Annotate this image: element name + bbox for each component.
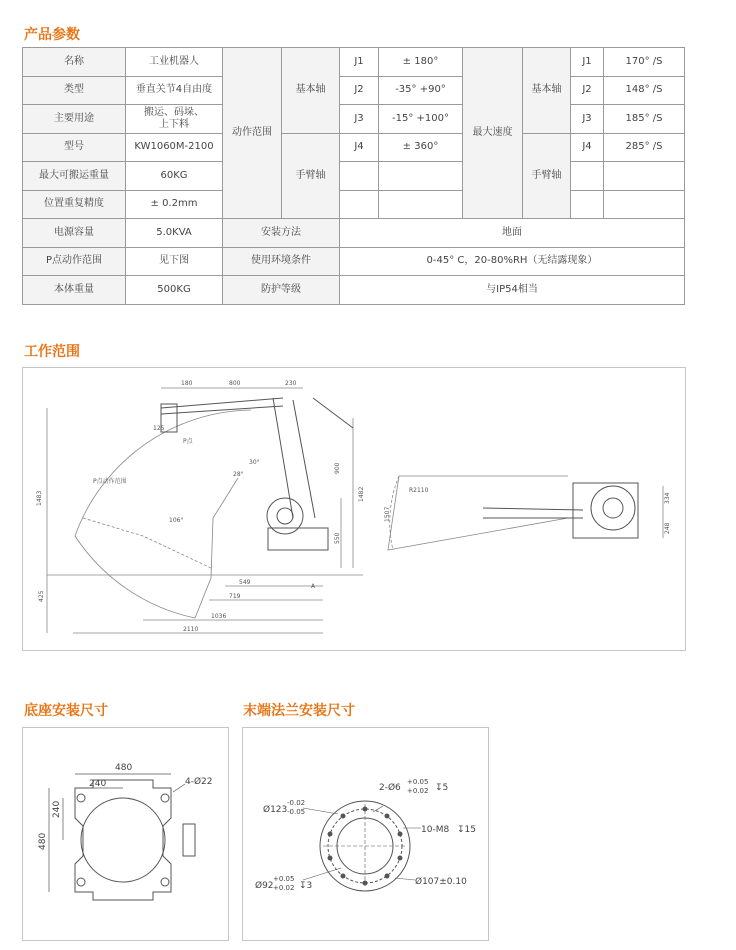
spec-table xyxy=(22,47,685,305)
speed-axis: J4 xyxy=(571,133,604,162)
top-base xyxy=(591,486,635,530)
repeat-value: ± 0.2mm xyxy=(126,190,223,219)
d123-label: Ø123 xyxy=(263,805,288,815)
motion-value: -35° +90° xyxy=(379,76,463,105)
dim-label: 30° xyxy=(249,459,260,466)
prange-label: P点动作范围 xyxy=(23,247,126,276)
flange-hole xyxy=(341,814,346,819)
flange-hole xyxy=(363,881,368,886)
screw-label: 10-M8 xyxy=(421,825,450,835)
env-label: 使用环境条件 xyxy=(223,247,340,276)
base-hole xyxy=(161,878,169,886)
leader-line xyxy=(395,878,415,880)
base-hole xyxy=(161,794,169,802)
speed-label: 最大速度 xyxy=(463,48,523,219)
motion-value: -15° +100° xyxy=(379,105,463,134)
base-title: 底座安装尺寸 xyxy=(24,703,108,719)
base-hole xyxy=(77,878,85,886)
payload-label: 最大可搬运重量 xyxy=(23,162,126,191)
weight-label: 本体重量 xyxy=(23,276,126,305)
robot-base xyxy=(268,528,328,550)
speed-axis: J2 xyxy=(571,76,604,105)
dim-label: 248 xyxy=(664,522,671,534)
dim-label: 180 xyxy=(181,380,193,387)
empty-cell xyxy=(571,190,604,219)
workrange-title: 工作范围 xyxy=(24,344,80,360)
protect-value: 与IP54相当 xyxy=(340,276,685,305)
base-center-circle xyxy=(81,798,165,882)
flange-hole xyxy=(328,856,333,861)
side-envelope-inner xyxy=(83,518,211,568)
d123-tol-dn: -0.05 xyxy=(287,808,306,816)
speed-wrist-axis: 手臂轴 xyxy=(523,133,571,219)
d92-depth: ↧3 xyxy=(299,881,313,891)
pcd-label: Ø107±0.10 xyxy=(415,877,467,887)
use-line2: 上下料 xyxy=(159,118,189,130)
motion-axis: J3 xyxy=(340,105,379,134)
model-value: KW1060M-2100 xyxy=(126,133,223,162)
side-envelope xyxy=(75,410,251,618)
env-value: 0-45° C，20-80%RH（无结露现象） xyxy=(340,247,685,276)
d92-tol-dn: +0.02 xyxy=(273,884,295,892)
speed-basic-axis: 基本轴 xyxy=(523,48,571,134)
joint-base xyxy=(267,498,303,534)
dim-label: 2110 xyxy=(183,626,199,633)
dim-label: 425 xyxy=(38,590,45,602)
screw-depth: ↧15 xyxy=(457,825,476,835)
speed-value: 148° /S xyxy=(604,76,685,105)
p-point-label: P点 xyxy=(183,438,193,445)
dim-label: 900 xyxy=(334,462,341,474)
arm-upper xyxy=(161,398,283,408)
d92-tol-up: +0.05 xyxy=(273,875,295,883)
params-title: 产品参数 xyxy=(24,27,80,43)
motion-basic-axis: 基本轴 xyxy=(282,48,340,134)
leader-line xyxy=(173,784,185,792)
dim-label: 549 xyxy=(239,579,251,586)
base-hole xyxy=(77,794,85,802)
workrange-drawing xyxy=(23,368,685,650)
payload-value: 60KG xyxy=(126,162,223,191)
empty-cell xyxy=(379,190,463,219)
flange-hole xyxy=(363,807,368,812)
base-connector xyxy=(183,824,195,856)
empty-cell xyxy=(340,190,379,219)
motion-axis: J1 xyxy=(340,48,379,77)
flange-hole xyxy=(398,856,403,861)
flange-title: 末端法兰安装尺寸 xyxy=(243,703,355,719)
speed-value: 170° /S xyxy=(604,48,685,77)
motion-label: 动作范围 xyxy=(223,48,282,219)
workrange-panel xyxy=(22,367,686,651)
flange-drawing xyxy=(243,728,488,940)
name-label: 名称 xyxy=(23,48,126,77)
pin-depth: ↧5 xyxy=(435,783,449,793)
protect-label: 防护等级 xyxy=(223,276,340,305)
dim-240-h: 240 xyxy=(89,779,107,789)
type-value: 垂直关节4自由度 xyxy=(126,76,223,105)
speed-value: 185° /S xyxy=(604,105,685,134)
power-value: 5.0KVA xyxy=(126,219,223,248)
arm-lower xyxy=(293,400,315,518)
use-value xyxy=(126,105,223,134)
motion-axis: J4 xyxy=(340,133,379,162)
dim-label: 1483 xyxy=(36,490,43,506)
motion-wrist-axis: 手臂轴 xyxy=(282,133,340,219)
name-value: 工业机器人 xyxy=(126,48,223,77)
dim-label: 125 xyxy=(153,425,165,432)
pin-label: 2-Ø6 xyxy=(379,783,401,793)
balance-arm xyxy=(313,398,353,428)
base-drawing xyxy=(23,728,228,940)
d123-tol-up: -0.02 xyxy=(287,799,306,807)
type-label: 类型 xyxy=(23,76,126,105)
top-arm xyxy=(483,508,583,510)
dim-label: 800 xyxy=(229,380,241,387)
empty-cell xyxy=(604,190,685,219)
model-label: 型号 xyxy=(23,133,126,162)
use-label: 主要用途 xyxy=(23,105,126,134)
pin-tol-dn: +0.02 xyxy=(407,787,429,795)
holes-label: 4-Ø22 xyxy=(185,777,213,787)
joint-base-inner xyxy=(277,508,293,524)
speed-axis: J3 xyxy=(571,105,604,134)
a-label: A xyxy=(311,583,316,590)
dim-label: 1482 xyxy=(358,486,365,502)
motion-axis: J2 xyxy=(340,76,379,105)
dim-label: 1036 xyxy=(211,613,227,620)
dim-label: 1507 xyxy=(384,506,391,522)
dim-240-v: 240 xyxy=(52,800,62,818)
prange-value: 见下图 xyxy=(126,247,223,276)
empty-cell xyxy=(379,162,463,191)
dim-label: R2110 xyxy=(409,487,429,494)
dim-label: 230 xyxy=(285,380,297,387)
flange-hole xyxy=(385,874,390,879)
speed-value: 285° /S xyxy=(604,133,685,162)
flange-hole xyxy=(398,832,403,837)
flange-hole xyxy=(328,832,333,837)
flange-hole xyxy=(341,874,346,879)
empty-cell xyxy=(604,162,685,191)
install-label: 安装方法 xyxy=(223,219,340,248)
pin-tol-up: +0.05 xyxy=(407,778,429,786)
top-base-inner xyxy=(603,498,623,518)
dim-label: 550 xyxy=(334,532,341,544)
dim-label: 334 xyxy=(664,492,671,504)
top-body xyxy=(573,483,638,538)
p-range-label: P点动作范围 xyxy=(93,478,127,485)
flange-hole xyxy=(385,814,390,819)
repeat-label: 位置重复精度 xyxy=(23,190,126,219)
leader-line xyxy=(303,808,338,814)
d92-label: Ø92 xyxy=(255,881,274,891)
leader-line xyxy=(303,868,341,880)
speed-axis: J1 xyxy=(571,48,604,77)
dim-480-v: 480 xyxy=(38,832,48,850)
dim-label: 106° xyxy=(169,517,184,524)
empty-cell xyxy=(340,162,379,191)
empty-cell xyxy=(571,162,604,191)
use-line1: 搬运、码垛、 xyxy=(144,106,204,118)
dim-480-h: 480 xyxy=(115,763,133,773)
motion-value: ± 360° xyxy=(379,133,463,162)
install-value: 地面 xyxy=(340,219,685,248)
weight-value: 500KG xyxy=(126,276,223,305)
dim-label: 28° xyxy=(233,471,244,478)
base-panel xyxy=(22,727,229,941)
power-label: 电源容量 xyxy=(23,219,126,248)
dim-label: 719 xyxy=(229,593,241,600)
motion-value: ± 180° xyxy=(379,48,463,77)
flange-panel xyxy=(242,727,489,941)
